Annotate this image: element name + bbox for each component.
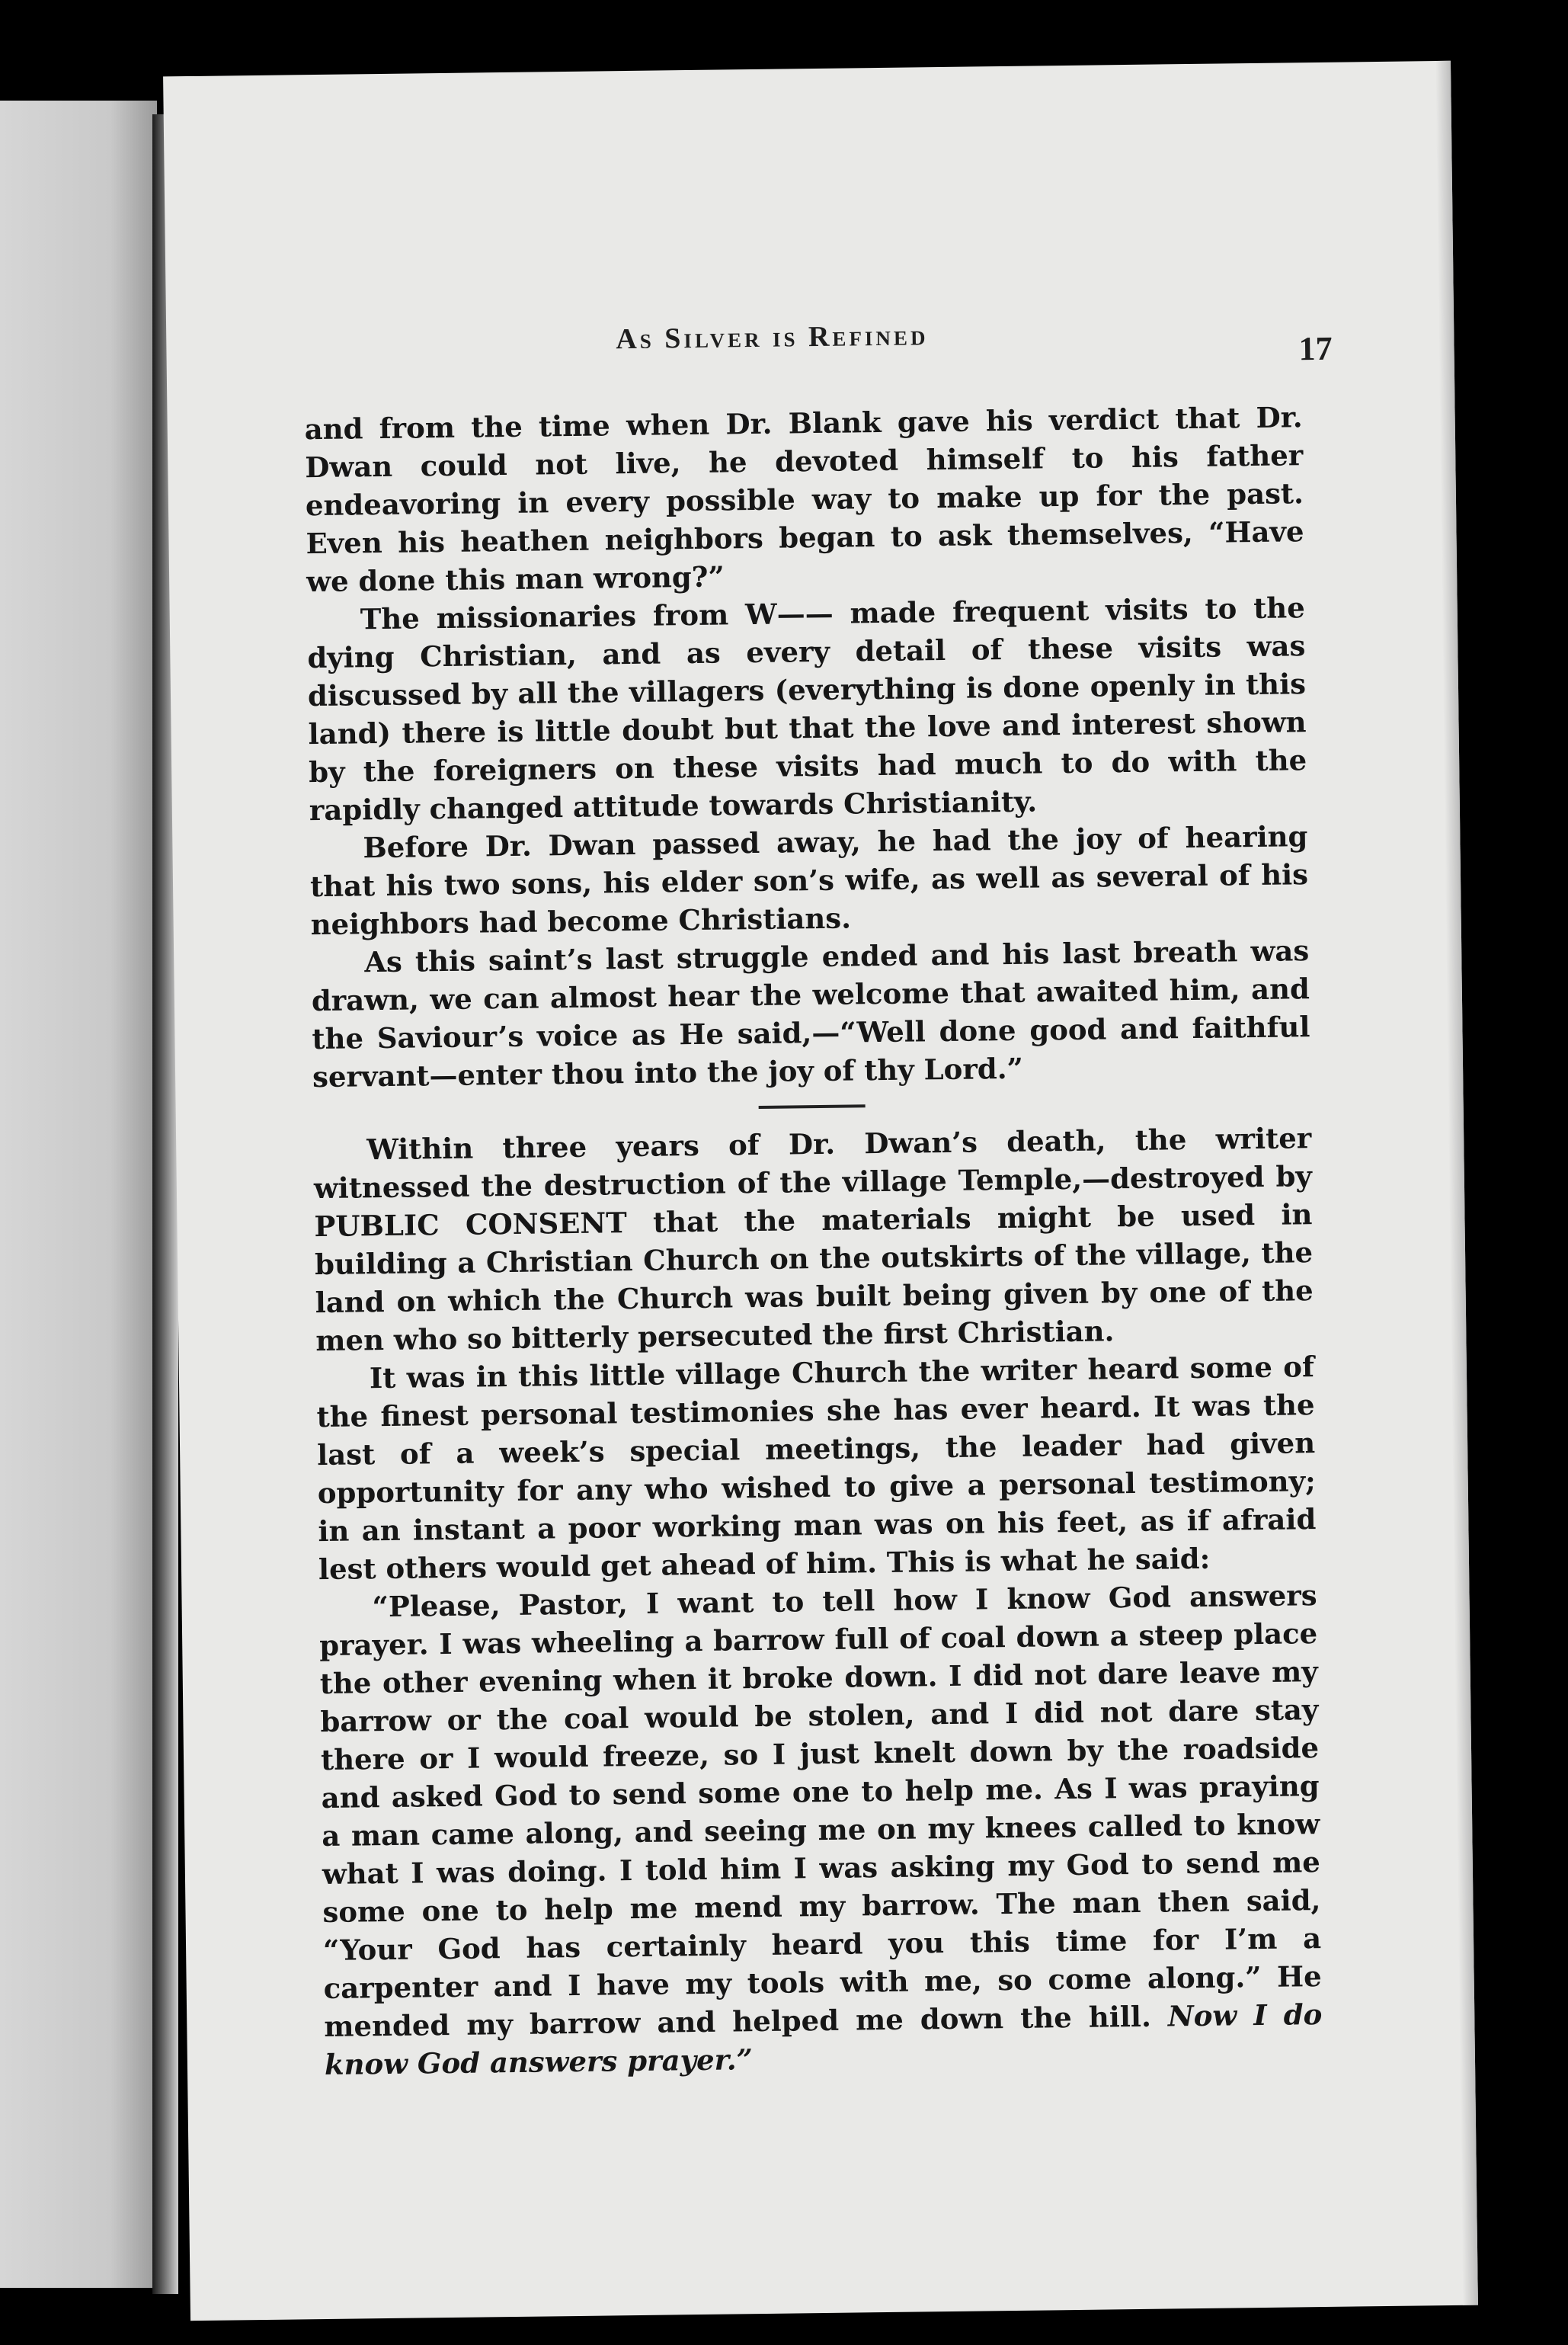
page-edge [1435,61,1478,2305]
paragraph-5: Within three years of Dr. Dwan’s death, the writer witnessed the destruction of the village Temple,—destroyed by PUBLIC CONSENT that the materials might be used in building a Christian Church on the outskirts of the village, the land on which the Church was built being given by one of the men who so bitterly persecuted the first Christian. [313,1121,1314,1358]
paragraph-3: Before Dr. Dwan passed away, he had the joy of hearing that his two sons, his elder son’s wife, as well as several of his neighbors had become Christians. [309,819,1309,942]
testimony-text: “Please, Pastor, I want to tell how I know God answers prayer. I was wheeling a barrow full of coal down a steep place the other evening when it broke down. I did not dare leave my barrow or the coal would be stolen, and I did not dare stay there or I would freeze, so I just knelt down by the roadside and asked God to send some one to help me. As I was praying a man came along, and seeing me on my knees called to know what I was doing. I told him I was asking my God to send me some one to help me mend my barrow. The man then said, “Your God has certainly heard you this time for I’m a carpenter and I have my tools with me, so come along.” He mended my barrow and helped me down the hill. [318,1578,1322,2044]
left-page-margin [0,101,157,2288]
page-number: 17 [1298,329,1333,368]
paragraph-2: The missionaries from W—— made frequent visits to the dying Christian, and as every detail of these visits was discussed by all the villagers (everything is done openly in this land) there is little doubt but that the love and interest shown by the foreigners on these visits had much to do with the rapidly changed attitude towards Christianity. [307,591,1307,828]
running-title: As Silver is Refined [616,319,929,356]
paragraph-1: and from the time when Dr. Blank gave his verdict that Dr. Dwan could not live, he devoted himself to his father endeavoring in every possible way to make up for the past. Even his heathen neighbors began to ask themselves, “Have we done this man wrong?” [304,400,1304,599]
paragraph-7 [318,1576,1323,2084]
body-text [304,398,1323,2084]
book-page [163,61,1478,2321]
section-divider [759,1104,866,1109]
paragraph-6: It was in this little village Church the writer heard some of the finest personal testimonies she has ever heard. It was the last of a week’s special meetings, the leader had given opportunity for any who wished to give a personal testimony; in an instant a poor working man was on his feet, as if afraid lest others would get ahead of him. This is what he said: [316,1350,1317,1587]
testimony-closing-italic: Now I do know God answers prayer.” [324,1997,1323,2082]
paragraph-4: As this saint’s last struggle ended and his last breath was drawn, we can almost hear the welcome that awaited him, and the Saviour’s voice as He said,—“Well done good and faithful servant—enter thou into the joy of thy Lord.” [311,934,1310,1094]
